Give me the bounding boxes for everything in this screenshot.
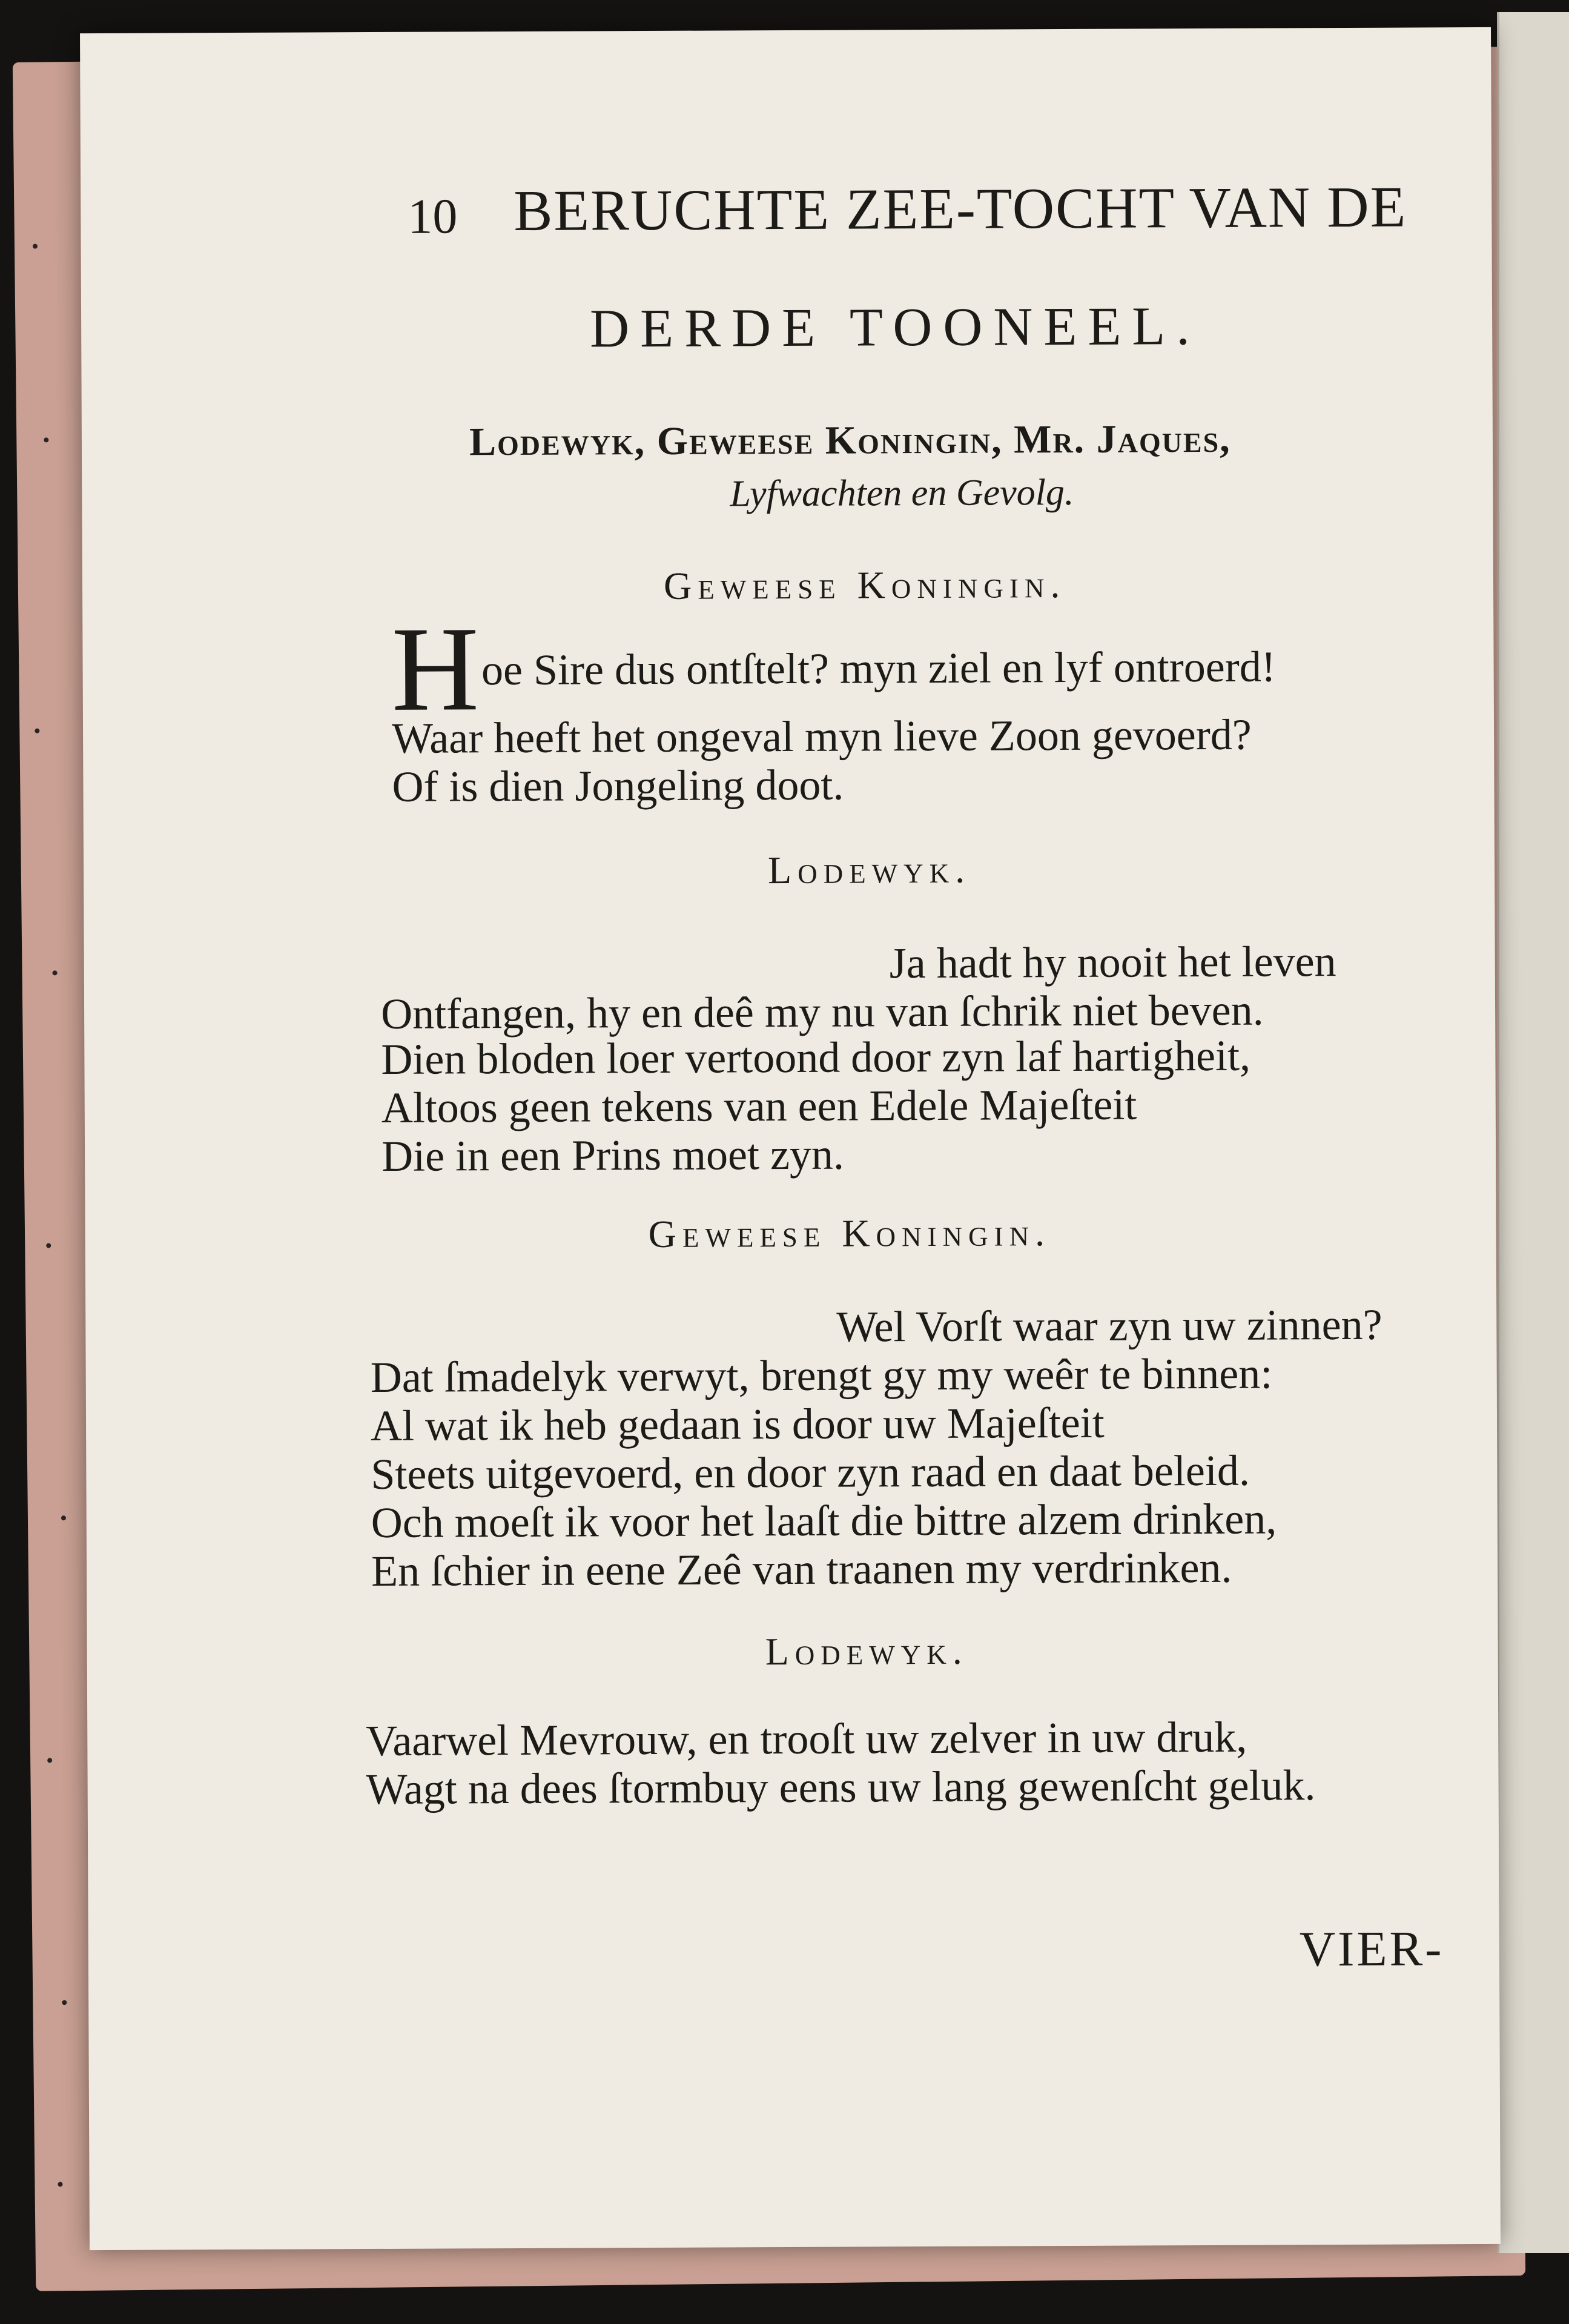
verse-line: Altoos geen tekens van een Edele Majeſteit (381, 1080, 1137, 1132)
cover-speck (61, 1515, 66, 1520)
verse-line: Och moeſt ik voor het laaſt die bittre alzem drinken, (371, 1494, 1277, 1548)
page-number: 10 (408, 188, 458, 244)
cover-speck (58, 2182, 62, 2187)
verse-line: Dien bloden loer vertoond door zyn laf hartigheit, (381, 1031, 1251, 1084)
verse-line: Die in een Prins moet zyn. (381, 1130, 845, 1180)
verse-line: Al wat ik heb gedaan is door uw Majeſteit (370, 1398, 1105, 1451)
cover-speck (44, 437, 48, 442)
speaker-heading: Geweese Koningin. (648, 1211, 1051, 1256)
verse-line: Of is dien Jongeling doot. (392, 760, 844, 811)
scene-title: DERDE TOONEEL. (589, 296, 1201, 359)
cast-list: Lodewyk, Geweese Koningin, Mr. Jaques, (469, 416, 1231, 465)
verse-line: oe Sire dus ontſtelt? myn ziel en lyf ontroerd! (481, 642, 1276, 695)
show-through (506, 577, 516, 621)
cover-speck (33, 244, 38, 249)
verse-line: Wel Vorſt waar zyn uw zinnen? (836, 1300, 1382, 1351)
cover-speck (62, 2000, 67, 2005)
verse-line: Steets uitgevoerd, en door zyn raad en daat beleid. (371, 1446, 1250, 1499)
speaker-heading: Lodewyk. (765, 1629, 968, 1673)
verse-line: Dat ſmadelyk verwyt, brengt gy my weêr te binnen: (370, 1349, 1273, 1402)
running-head: BERUCHTE ZEE-TOCHT VAN DE (514, 174, 1407, 243)
verse-line: Vaarwel Mevrouw, en trooſt uw zelver in uw druk, (366, 1712, 1247, 1766)
cover-speck (47, 1758, 52, 1763)
verse-line: Ja hadt hy nooit het leven (889, 937, 1336, 988)
verse-line: Ontfangen, hy en deê my nu van ſchrik niet beven. (380, 985, 1264, 1038)
verse-line: Wagt na dees ſtormbuy eens uw lang gewenſcht geluk. (366, 1761, 1316, 1814)
book-page (80, 27, 1501, 2250)
cover-speck (35, 729, 39, 733)
verse-line: Waar heeft het ongeval myn lieve Zoon gevoerd? (391, 710, 1252, 763)
cover-speck (53, 970, 58, 975)
catchword: VIER- (1299, 1921, 1444, 1977)
speaker-heading: Lodewyk. (767, 847, 971, 892)
cover-speck (46, 1243, 51, 1248)
opposite-page (1497, 12, 1569, 2253)
verse-line: En ſchier in eene Zeê van traanen my verdrinken. (371, 1543, 1232, 1596)
drop-capital: H (391, 602, 480, 737)
cast-attendants: Lyfwachten en Gevolg. (730, 471, 1074, 515)
speaker-heading: Geweese Koningin. (663, 563, 1066, 607)
